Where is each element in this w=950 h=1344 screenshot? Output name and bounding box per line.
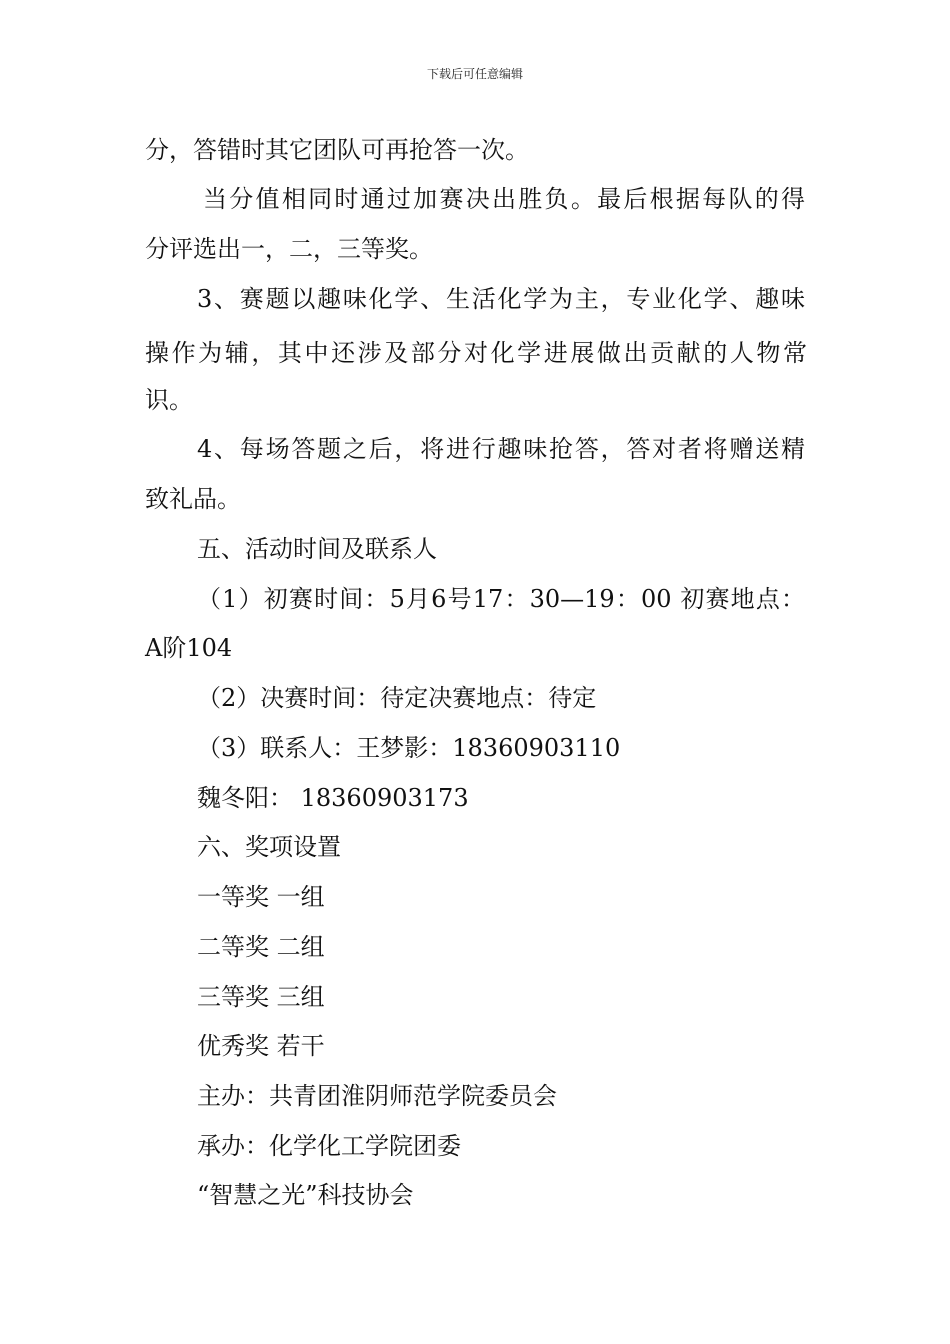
- body-line: 识。: [145, 386, 193, 414]
- section-heading: 六、奖项设置: [197, 833, 341, 861]
- organizer-line: “智慧之光”科技协会: [197, 1181, 414, 1209]
- body-line: 致礼品。: [145, 485, 241, 513]
- award-line: 优秀奖 若干: [197, 1032, 325, 1060]
- body-line: 魏冬阳： 18360903173: [197, 784, 469, 812]
- award-line: 二等奖 二组: [197, 933, 325, 961]
- section-heading: 五、活动时间及联系人: [197, 535, 437, 563]
- organizer-line: 主办：共青团淮阴师范学院委员会: [197, 1082, 557, 1110]
- body-line: 4、每场答题之后，将进行趣味抢答，答对者将赠送精: [197, 435, 805, 463]
- body-line: 3、赛题以趣味化学、生活化学为主，专业化学、趣味: [197, 285, 805, 313]
- body-line: A阶104: [145, 634, 233, 662]
- award-line: 三等奖 三组: [197, 983, 325, 1011]
- body-line: 分，答错时其它团队可再抢答一次。: [145, 136, 529, 164]
- body-line: （2）决赛时间：待定决赛地点：待定: [197, 684, 597, 712]
- body-line: 操作为辅，其中还涉及部分对化学进展做出贡献的人物常: [145, 339, 807, 367]
- body-line: （1）初赛时间：5月6号17：30—19：00 初赛地点：: [197, 585, 805, 613]
- organizer-line: 承办：化学化工学院团委: [197, 1132, 461, 1160]
- body-line: 当分值相同时通过加赛决出胜负。最后根据每队的得: [203, 185, 805, 213]
- body-line: 分评选出一，二，三等奖。: [145, 235, 433, 263]
- award-line: 一等奖 一组: [197, 883, 325, 911]
- page-header-note: 下载后可任意编辑: [426, 67, 523, 81]
- body-line: （3）联系人：王梦影：18360903110: [197, 734, 621, 762]
